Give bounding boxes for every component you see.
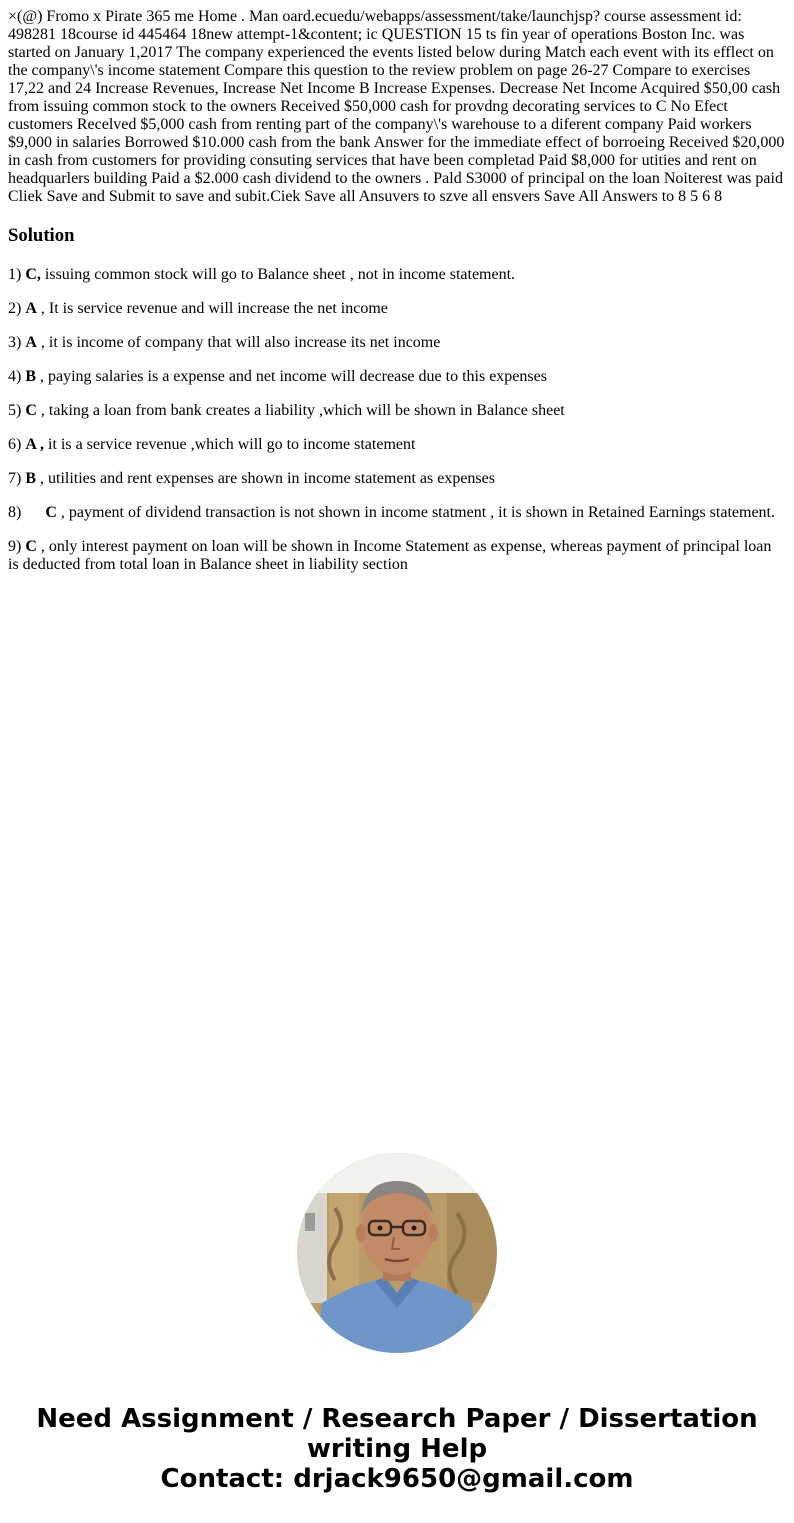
answer-explanation: it is a service revenue ,which will go to income statement bbox=[44, 436, 416, 453]
answer-letter: C bbox=[25, 538, 37, 555]
answer-item bbox=[8, 334, 786, 352]
answer-letter: B bbox=[25, 368, 36, 385]
author-portrait-image bbox=[297, 1153, 497, 1353]
answer-item bbox=[8, 470, 786, 488]
document-body bbox=[8, 8, 786, 590]
question-text: ×(@) Fromo x Pirate 365 me Home . Man oard.ecuedu/webapps/assessment/take/launchjsp? course assessment id: 498281 18course id 445464 18new attempt-1&content; ic QUESTION 15 ts fin year of operations Boston Inc. was started on January 1,2017 The company experienced the events listed below during Match each event with its efflect on the company\'s income statement Compare this question to the review problem on page 26-27 Compare to exercises 17,22 and 24 Increase Revenues, Increase Net Income B Increase Expenses. Decrease Net Income Acquired $50,00 cash from issuing common stock to the owners Received $50,000 cash for provdng decorating services to C No Efect customers Recelved $5,000 cash from renting part of the company\'s warehouse to a diferent company Paid workers $9,000 in salaries Borrowed $10.000 cash from the bank Answer for the immediate effect of borroeing Received $20,000 in cash from customers for providing consuting services that have been completad Paid $8,000 for utities and rent on headquarlers building Paid a $2.000 cash dividend to the owners . Pald S3000 of principal on the loan Noiterest was paid Cliek Save and Submit to save and subit.Ciek Save all Ansuvers to szve all ensvers Save All Answers to 8 5 6 8 bbox=[8, 8, 785, 205]
answer-explanation: , payment of dividend transaction is not shown in income statment , it is shown in Retained Earnings statement. bbox=[56, 504, 775, 521]
answer-explanation: issuing common stock will go to Balance sheet , not in income statement. bbox=[40, 266, 516, 283]
answer-item bbox=[8, 402, 786, 420]
answer-number: 5) bbox=[8, 402, 22, 419]
footer-line: Need Assignment / Research Paper / Dissertation bbox=[36, 1404, 758, 1434]
answer-item bbox=[8, 504, 786, 522]
solution-heading: Solution bbox=[8, 225, 75, 246]
answer-number: 2) bbox=[8, 300, 22, 317]
answer-letter: C bbox=[45, 504, 57, 521]
answer-letter: A , bbox=[25, 436, 44, 453]
answer-number: 7) bbox=[8, 470, 22, 487]
answer-letter: A bbox=[25, 300, 37, 317]
footer-banner bbox=[0, 1404, 794, 1494]
author-avatar bbox=[297, 1153, 497, 1353]
answer-item bbox=[8, 538, 786, 574]
answer-letter: C, bbox=[25, 266, 41, 283]
answer-explanation: , utilities and rent expenses are shown in income statement as expenses bbox=[36, 470, 495, 487]
answer-explanation: , It is service revenue and will increase the net income bbox=[36, 300, 388, 317]
answer-item bbox=[8, 300, 786, 318]
answer-letter: B bbox=[25, 470, 36, 487]
answer-letter: C bbox=[25, 402, 37, 419]
answer-item bbox=[8, 368, 786, 386]
answer-number: 1) bbox=[8, 266, 22, 283]
footer-line: writing Help bbox=[306, 1434, 488, 1464]
answer-number: 3) bbox=[8, 334, 22, 351]
answer-explanation: , paying salaries is a expense and net income will decrease due to this expenses bbox=[36, 368, 547, 385]
answer-explanation: , it is income of company that will also increase its net income bbox=[36, 334, 441, 351]
answer-explanation: , taking a loan from bank creates a liability ,which will be shown in Balance sheet bbox=[36, 402, 565, 419]
answer-explanation: , only interest payment on loan will be shown in Income Statement as expense, whereas payment of principal loan is deducted from total loan in Balance sheet in liability section bbox=[8, 538, 772, 573]
answer-number: 9) bbox=[8, 538, 22, 555]
answer-number: 4) bbox=[8, 368, 22, 385]
answer-list bbox=[8, 266, 786, 574]
answer-number: 8) bbox=[8, 504, 22, 521]
footer-contact: Contact: drjack9650@gmail.com bbox=[160, 1464, 634, 1494]
answer-letter: A bbox=[25, 334, 37, 351]
answer-item bbox=[8, 266, 786, 284]
answer-item bbox=[8, 436, 786, 454]
answer-number: 6) bbox=[8, 436, 22, 453]
